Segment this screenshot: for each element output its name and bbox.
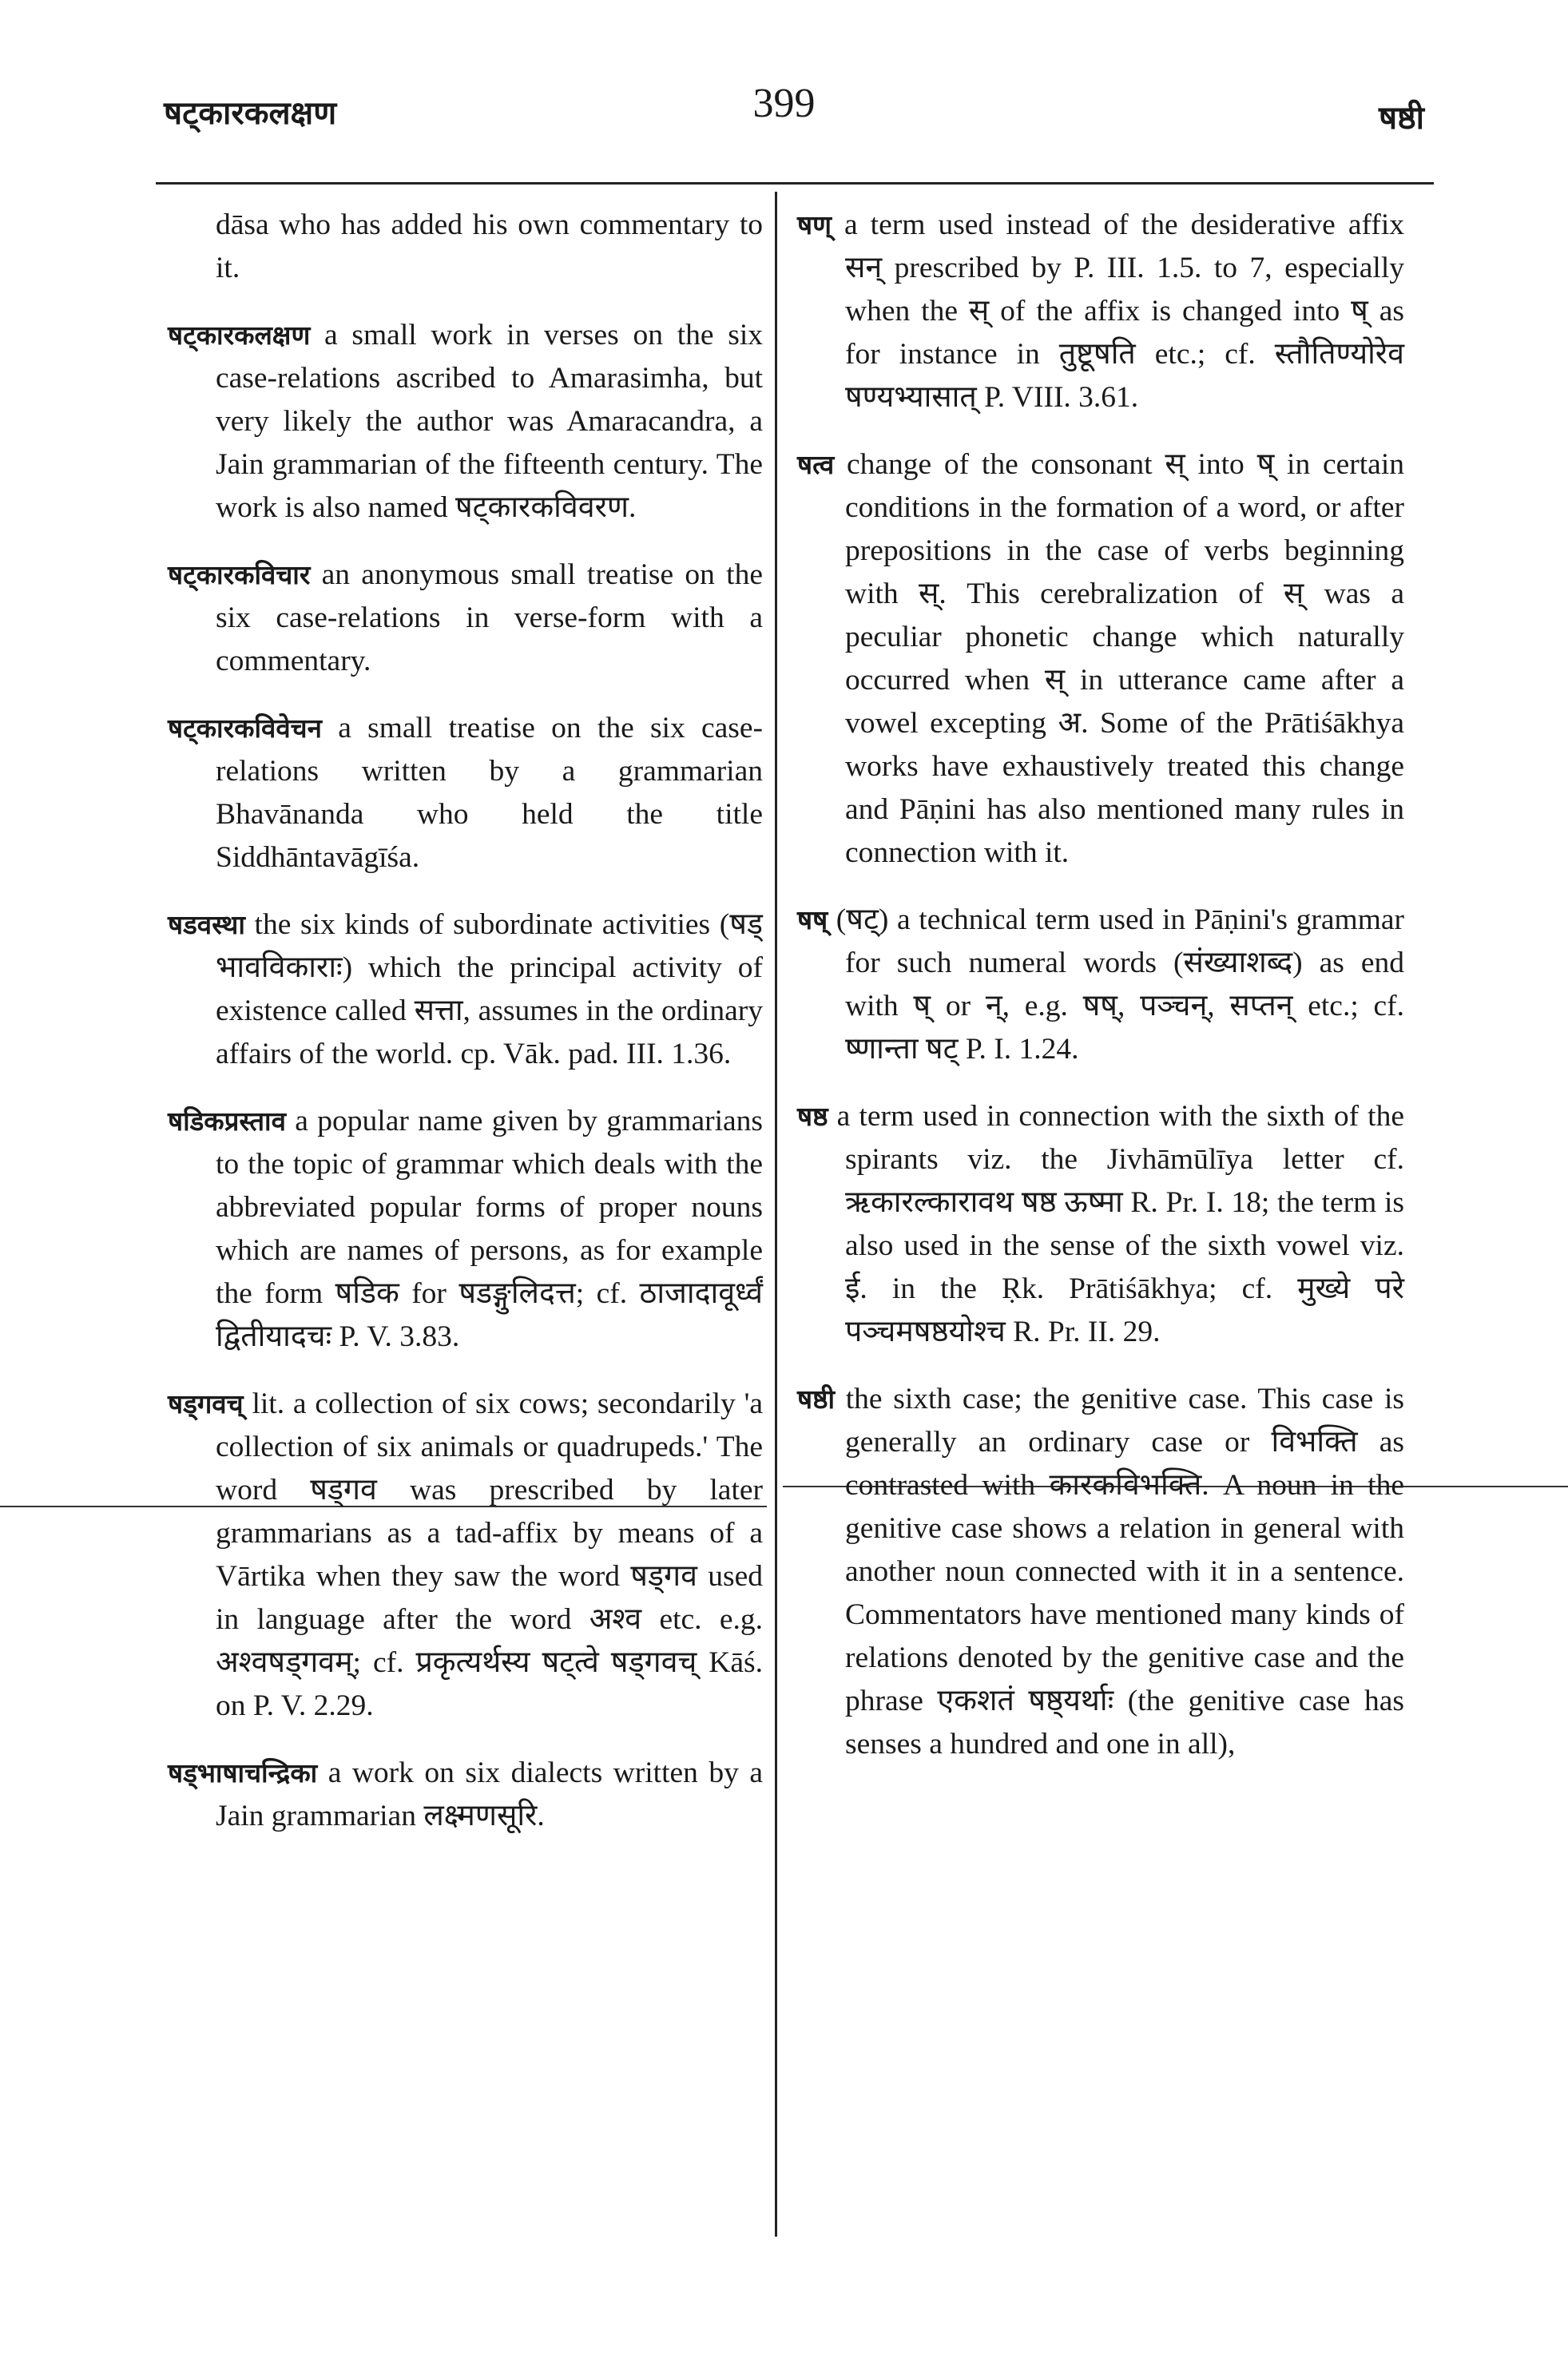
dictionary-entry [797,1095,1404,1354]
header-guide-word-right: षष्ठी [1378,99,1424,137]
entry-definition: lit. a collection of six cows; secondarily 'a collection of six animals or quadrupeds.' The word षड्गव was prescribed by later grammarians as a tad-affix by means of a Vārtika when they saw the word षड्गव used in language after the word अश्व etc. e.g. अश्वषड्गवम्; cf. प्रकृत्यर्थस्य षट्त्वे षड्गवच् Kāś. on P. V. 2.29. [216,1387,763,1722]
header-guide-word-left: षट्कारकलक्षण [164,94,337,132]
right-column [797,204,1404,1790]
dictionary-entry [168,707,763,879]
entry-definition: a small treatise on the six case-relations written by a grammarian Bhavānanda who held the title Siddhāntavāgīśa. [216,712,763,874]
dictionary-entry [168,903,763,1076]
dictionary-entry [797,443,1404,875]
entry-definition: the six kinds of subordinate activities (षड् भावविकाराः) which the principal activity of existence called सत्ता, assumes in the ordinary affairs of the world. cp. Vāk. pad. III. 1.36. [216,908,763,1070]
entry-headword: षष्ठ [797,1101,828,1132]
entry-definition: (षट्) a technical term used in Pāṇini's grammar for such numeral words (संख्याशब्द) as end with ष् or न्, e.g. षष्, पञ्चन्, सप्तन् etc.; cf. ष्णान्ता षट् P. I. 1.24. [828,903,1404,1066]
entry-headword: षड्गवच् [168,1388,244,1419]
dictionary-entry [797,204,1404,419]
entry-headword: षट्कारकलक्षण [168,320,311,351]
page-number: 399 [752,81,816,126]
left-column [168,204,763,1862]
dictionary-entry [168,554,763,683]
entry-definition: an anonymous small treatise on the six case-relations in verse-form with a commentary. [216,558,763,677]
dictionary-entry: dāsa who has added his own commentary to it. [216,208,763,284]
dictionary-entry [797,899,1404,1071]
entry-headword: षड्भाषाचन्द्रिका [168,1757,318,1788]
entry-definition: a work on six dialects written by a Jain grammarian लक्ष्मणसूरि. [216,1757,763,1832]
entry-headword: षष्ठी [797,1383,836,1415]
entry-definition: a popular name given by grammarians to the topic of grammar which deals with the abbreviated popular forms of proper nouns which are names of persons, as for example the form षडिक for षडङ्गुलिदत्त; cf. ठाजादावूर्ध्वं द्वितीयादचः P. V. 3.83. [216,1105,763,1353]
column-divider [775,192,777,2237]
entry-headword: षट्कारकविचार [168,559,311,590]
page-header [0,0,1568,184]
entry-definition: a term used in connection with the sixth of the spirants viz. the Jivhāmūlīya letter cf. ऋकारल्कारावथ षष्ठ ऊष्मा R. Pr. I. 18; the term is also used in the sense of the sixth vowel viz. ई. in the Ṛk. Prātiśākhya; cf. मुख्ये परे पञ्चमषष्ठयोश्च R. Pr. II. 29. [828,1100,1404,1348]
entry-headword: षडिकप्रस्ताव [168,1106,286,1137]
entry-definition: a small work in verses on the six case-relations ascribed to Amarasimha, but very likely the author was Amaracandra, a Jain grammarian of the fifteenth century. The work is also named षट्कारकविवरण. [216,319,763,524]
dictionary-entry [168,1752,763,1838]
entry-headword: षडवस्था [168,909,245,940]
entry-definition: a term used instead of the desiderative affix सन् prescribed by P. III. 1.5. to 7, especially when the स् of the affix is changed into ष् as for instance in तुष्टूषति etc.; cf. स्तौतिण्योरेव षण्यभ्यासात् P. VIII. 3.61. [831,208,1404,414]
entry-headword: षत्व [797,449,835,480]
entry-definition: the sixth case; the genitive case. This case is generally an ordinary case or विभक्ति as contrasted with कारकविभक्ति. A noun in the genitive case shows a relation in general with another noun connected with it in a sentence. Commentators have mentioned many kinds of relations denoted by the genitive case and the phrase एकशतं षष्ठ्यर्थाः (the genitive case has senses a hundred and one in all), [835,1383,1404,1761]
header-rule [156,182,1434,185]
entry-headword: षट्कारकविवेचन [168,713,322,744]
dictionary-entry [168,1100,763,1359]
entry-definition: change of the consonant स् into ष् in certain conditions in the formation of a word, or after prepositions in the case of verbs beginning with स्. This cerebralization of स् was a peculiar phonetic change which naturally occurred when स् in utterance came after a vowel excepting अ. Some of the Prātiśākhya works have exhaustively treated this change and Pāṇini has also mentioned many rules in connection with it. [834,448,1404,869]
entry-headword: षण् [797,209,832,240]
dictionary-entry [168,1383,763,1728]
entry-headword: षष् [797,904,828,935]
dictionary-entry [168,314,763,530]
dictionary-entry [797,1378,1404,1766]
